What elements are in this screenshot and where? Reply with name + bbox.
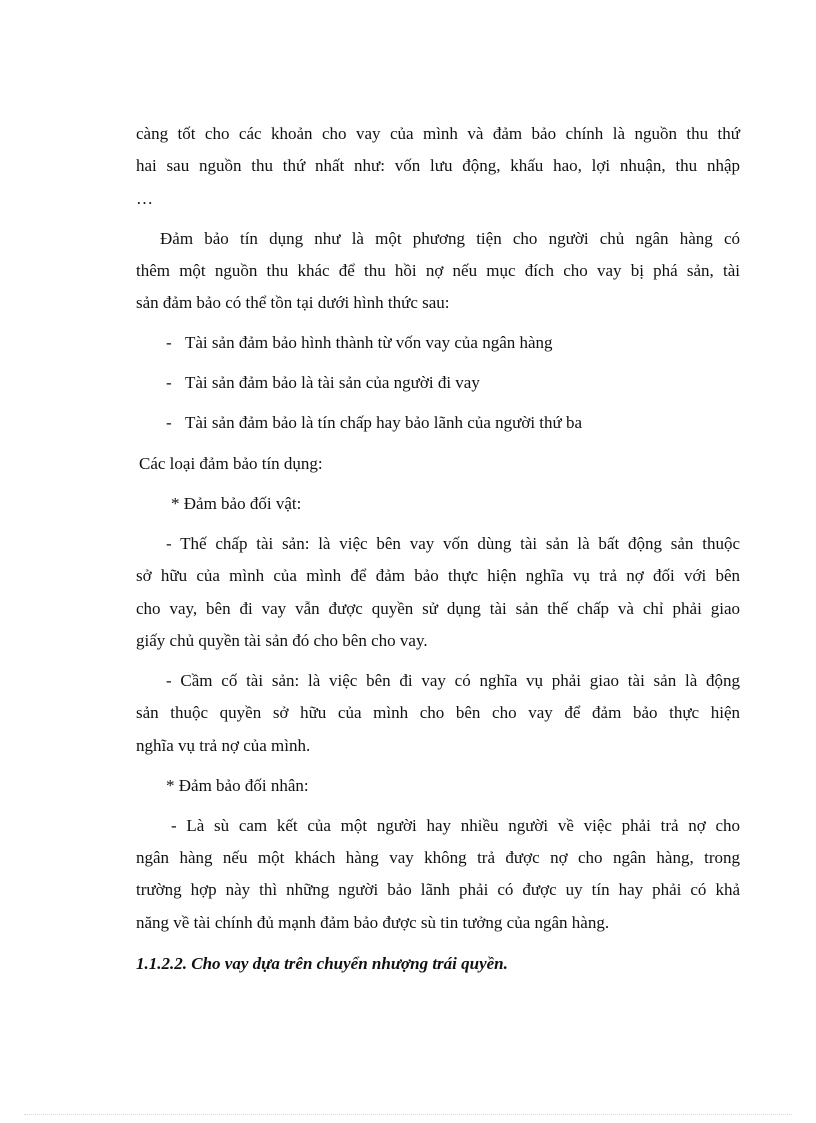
p4-line2: sản thuộc quyền sở hữu của mình cho bên cho vay để đảm bảo thực hiện — [136, 703, 740, 722]
sub2-label: * Đảm bảo đối nhân: — [166, 776, 309, 795]
p3-line2: sở hữu của mình của mình để đảm bảo thực hiện nghĩa vụ trả nợ đối với bên — [136, 566, 740, 585]
p5-line3: trường hợp này thì những người bảo lãnh phải có được uy tín hay phải có khả — [136, 880, 740, 899]
sub1-label: * Đảm bảo đối vật: — [171, 494, 302, 513]
p2-line1: Đảm bảo tín dụng như là một phương tiện cho người chủ ngân hàng có — [160, 229, 740, 248]
bullet-marker: - — [166, 373, 172, 392]
bullet-marker: - — [166, 333, 172, 352]
p3-line1: - Thế chấp tài sản: là việc bên vay vốn dùng tài sản là bất động sản thuộc — [166, 534, 740, 553]
bullet-text: Tài sản đảm bảo là tài sản của người đi vay — [185, 373, 480, 392]
p2-line3: sản đảm bảo có thể tồn tại dưới hình thức sau: — [136, 293, 450, 312]
p5-line1: - Là sù cam kết của một người hay nhiều người về việc phải trả nợ cho — [171, 816, 740, 835]
p1-line1: càng tốt cho các khoản cho vay của mình và đảm bảo chính là nguồn thu thứ — [136, 124, 740, 143]
p3-line4: giấy chủ quyền tài sản đó cho bên cho vay. — [136, 631, 428, 650]
p2-line2: thêm một nguồn thu khác để thu hồi nợ nếu mục đích cho vay bị phá sản, tài — [136, 261, 740, 280]
p3-line3: cho vay, bên đi vay vẫn được quyền sử dụng tài sản thế chấp và chỉ phải giao — [136, 599, 740, 618]
types-label: Các loại đảm bảo tín dụng: — [139, 454, 323, 473]
p4-line3: nghĩa vụ trả nợ của mình. — [136, 736, 311, 755]
p5-line2: ngân hàng nếu một khách hàng vay không trả được nợ cho ngân hàng, trong — [136, 848, 740, 867]
page-bottom-rule — [24, 1114, 792, 1115]
bullet-marker: - — [166, 413, 172, 432]
p1-line3: … — [136, 189, 153, 208]
p1-line2: hai sau nguồn thu thứ nhất như: vốn lưu động, khấu hao, lợi nhuận, thu nhập — [136, 156, 740, 175]
bullet-text: Tài sản đảm bảo là tín chấp hay bảo lãnh của người thứ ba — [185, 413, 583, 432]
bullet-text: Tài sản đảm bảo hình thành từ vốn vay của ngân hàng — [185, 333, 553, 352]
section-heading: 1.1.2.2. Cho vay dựa trên chuyển nhượng trái quyền. — [136, 954, 508, 973]
p5-line4: năng về tài chính đủ mạnh đảm bảo được sù tin tưởng của ngân hàng. — [136, 913, 610, 932]
p4-line1: - Cầm cố tài sản: là việc bên đi vay có nghĩa vụ phải giao tài sản là động — [166, 671, 740, 690]
